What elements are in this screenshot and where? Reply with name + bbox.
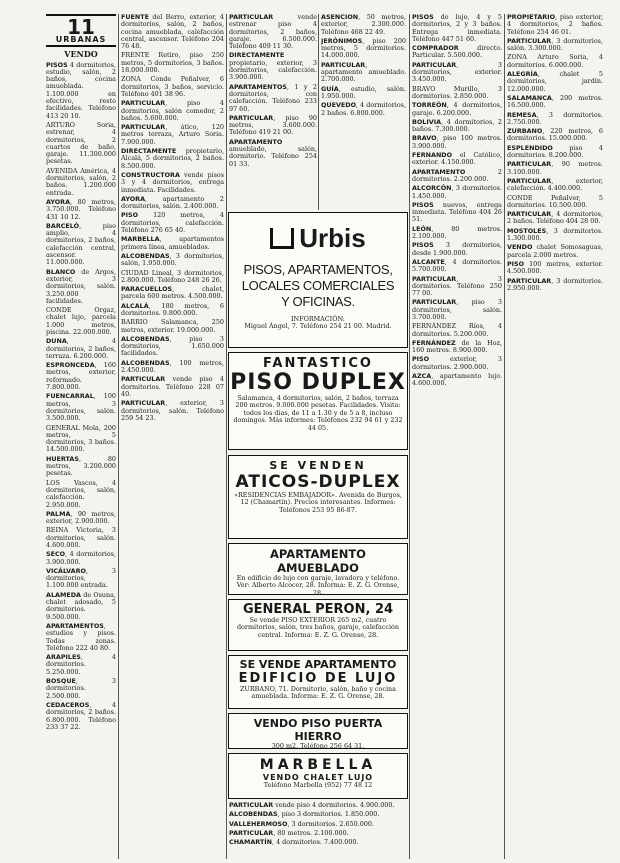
puerta-hierro-ad [228,713,408,749]
urbis-lines [229,262,407,310]
classified-ad: FERNANDO el Católico, exterior. 4.150.000. [412,151,502,167]
classified-ad: PARTICULAR, 3 dormitorios, exterior. 3.450.000. [412,60,502,84]
classified-ad: PARTICULAR, piso 4 dormitorios, salón comedor, 2 baños. 5.600.000. [121,99,224,122]
ad-lead-word: CHAMARTÍN [229,838,273,847]
urbis-info-text: Miguel Ángel, 7. Teléfono 254 21 00. Madrid. [244,322,392,331]
column-6 [507,14,603,859]
ad-lead-word: APARTAMENTO [412,167,466,176]
classified-ad: PARTICULAR, 3 dormitorios, salón. 3.300.000. [507,36,603,53]
classified-ad: ESPRONCEDA, 160 metros, exterior, reformado. 7.800.000. [46,361,116,392]
ad-lead-word: DIRECTAMENTE [229,51,285,60]
classified-ad: LOS Vascos, 4 dormitorios, salón, calefacción. 2.950.000. [46,478,116,509]
classified-ad: FERNÁNDEZ de la Hoz, 160 metros. 8.900.000. [412,338,502,355]
urbis-info-label: INFORMACIÓN: [291,315,345,323]
classified-ad: PARTICULAR, ático, 120 metros terraza, Arturo Soria. 7.900.000. [121,123,224,146]
ad-lead-word: BRAVO [412,134,437,143]
ad-lead-word: PARTICULAR [229,828,274,837]
classified-ad: APARTAMENTO amueblado, salón, dormitorio. Teléfono 254 01 33. [229,137,317,168]
classified-ad: ALCOBENDAS, 100 metros, 2.450.000. [121,358,224,375]
marbella-sub: VENDO CHALET LUJO [262,773,374,782]
ad-lead-word: TORREÓN [412,101,447,110]
ad-lead-word: ALCORCÓN [412,184,452,193]
classified-ad: PARTICULAR, exterior, calefacción. 4.400.000. [507,176,603,193]
classified-ad: BARCELÓ, piso amplio, 4 dormitorios, 2 baños, calefacción central, ascensor. 11.000.000. [46,221,116,267]
aticos-body: «RESIDENCIAS EMBAJADOR». Avenida de Burgos, 12 (Chamartín). Precios interesantes. Informes: Teléfonos 253 95 86-87. [234,491,402,514]
ad-lead-word: PARTICULAR [121,399,166,408]
classified-ad: PISOS 3 dormitorios, desde 1.900.000. [412,241,502,257]
classified-ad: VENDO chalet Somosaguas, parcela 2.000 metros. [507,243,603,259]
marbella-ad [228,753,408,799]
ad-lead-word: ALCOBENDAS [229,810,278,819]
duplex-headline: PISO DUPLEX [230,370,406,395]
classified-ad: COMPRADOR directo. Particular. 5.500.000. [412,44,502,60]
classified-ad: TORREÓN, 4 dormitorios, garaje. 6.200.000. [412,101,502,117]
ad-lead-word: FERNÁNDEZ [412,338,456,347]
classified-ad: CONSTRUCTORA vende pisos 3 y 4 dormitorios, entrega inmediata. Facilidades. [121,170,224,194]
classified-ad: SALAMANCA, 200 metros. 16.500.000. [507,93,603,110]
classified-ad: BRAVO, piso 100 metros. 3.900.000. [412,134,502,150]
ad-lead-word: PISOS [412,14,434,21]
classified-ad: PARTICULAR, piso 90 metros, 3.600.000. Teléfono 419 21 00. [229,113,317,137]
classified-ad: APARTAMENTOS, estudios y pisos. Todas zonas. Teléfono 222 40 80. [46,621,116,652]
ad-lead-word: PARTICULAR [229,113,274,122]
ad-lead-word: CONSTRUCTORA [121,170,180,179]
edificio-kicker: SE VENDE APARTAMENTO [239,658,397,671]
ad-lead-word: APARTAMENTOS [46,621,104,630]
classified-ad: ALCORCÓN, 3 dormitorios. 1.450.000. [412,184,502,200]
ad-lead-word: ALCALÁ [121,301,149,310]
ad-lead-word: LEÓN [412,224,432,233]
ad-lead-word: ESPLENDIDO [507,143,553,152]
ad-lead-word: PARTICULAR [121,123,166,132]
ad-lead-word: MARBELLA [121,235,160,244]
ad-lead-word: BOLIVIA [412,117,442,126]
urbis-logo-text: Urbis [299,223,366,253]
ad-list [46,62,116,732]
classified-ad: PISOS de lujo, 4 y 5 dormitorios, 2 y 3 baños. Entrega inmediata. Teléfono 447 51 60. [412,14,502,43]
classified-ad: AYORA, apartamento 2 dormitorios, salón. 2.400.000. [121,194,224,211]
urbis-line: LOCALES COMERCIALES [241,278,395,293]
classified-ad: DUNA, 4 dormitorios, 2 baños, terraza. 6.200.000. [46,337,116,360]
classified-ad: CHAMARTÍN, 4 dormitorios. 7.400.000. [229,838,359,847]
edificio-headline: EDIFICIO DE LUJO [238,671,398,686]
ad-lead-word: VICÁLVARO [46,566,86,575]
classified-ad: BLANCO de Argos, exterior, 3 dormitorios, salón. 3.250.000 facilidades. [46,267,116,305]
ad-lead-word: ZURBANO [507,127,543,136]
duplex-ad [228,352,408,450]
peron-ad [228,599,408,651]
classified-ad: GUÍA, estudio, salón. 1.950.000. [321,84,406,100]
classified-ad: ALCOBENDAS, piso 3 dormitorios, 1.650.000 facilidades. [121,334,224,358]
classified-ad: ASENCIÓN, 50 metros, exterior, 2.300.000. Teléfono 468 22 49. [321,14,406,36]
classified-ad: ZONA Conde Peñalver, 6 dormitorios, 3 baños, servicio. Teléfono 401 38 96. [121,75,224,98]
duplex-kicker: FANTASTICO [263,356,373,371]
ad-lead-word: PISOS [46,60,68,69]
classified-ad: PARTICULAR, 80 metros. 2.100.000. [229,828,349,837]
ad-list [507,14,603,292]
ad-lead-word: PARTICULAR [229,14,274,21]
ad-lead-word: ALAMEDA [46,590,81,599]
classified-ad: DIRECTAMENTE propietario, exterior, 3 dormitorios, calefacción. 3.900.000. [229,51,317,82]
ad-lead-word: CEDACEROS [46,700,90,709]
ad-lead-word: PARTICULAR [412,274,457,283]
classified-ad: PISO 100 metros, exterior. 4.500.000. [507,259,603,276]
aticos-headline: ATICOS-DUPLEX [235,472,401,492]
column-rule [226,14,227,859]
classified-ad: VALLEHERMOSO, 3 dormitorios. 2.650.000. [229,819,374,828]
classified-ad: PISO exterior, 3 dormitorios. 2.900.000. [412,355,502,371]
ad-lead-word: PISO [412,355,430,364]
classified-ad: PARTICULAR, piso 3 dormitorios, salón. 3.700.000. [412,298,502,321]
ad-list [412,299,502,387]
ad-lead-word: PARTICULAR [229,802,274,809]
duplex-body: Salamanca, 4 dormitorios, salón, 2 baños, terraza 200 metros. 9.000.000 pesetas. Facilidades. Visita: todos los días, de 11 a 1.30 y de 5 a 8, incluso domingos. Más informes: Teléfonos 232 94 61 y 232 44 05. [233,394,403,432]
classified-ad: ALCOBENDAS, piso 3 dormitorios. 1.850.000. [229,810,380,819]
column-rule [318,14,319,210]
ad-lead-word: BOSQUE [46,677,76,686]
classified-ad: AZCA, apartamento lujo. 4.600.000. [412,372,502,388]
ad-lead-word: PARTICULAR [121,375,166,384]
classified-ad: FUENCARRAL, 100 metros, 3 dormitorios, salón. 3.500.000. [46,392,116,423]
ad-lead-word: AYORA [46,197,71,206]
amueblado-ad [228,543,408,595]
classified-ad: PISOS 4 dormitorios, estudio, salón, 2 baños, cocina amueblada. 1.100.000 en efectivo, resto facilidades. Teléfono 413 20 10. [46,60,116,120]
puerta-hierro-body: 300 m2. Teléfono 256 64 31. [271,742,365,750]
classified-ad: ALCANTE, 4 dormitorios. 5.700.000. [412,257,502,274]
classified-ad: FERNÁNDEZ Ríos, 4 dormitorios. 5.200.000. [412,322,502,338]
ad-lead-word: JERÓNIMOS [321,36,363,45]
peron-headline: GENERAL PERON, 24 [242,602,394,617]
classified-ad: AYORA, 80 metros, 3.750.000. Teléfono 431 10 12. [46,197,116,221]
ad-lead-word: PISOS [412,241,434,250]
ad-lead-word: PISO [121,211,139,220]
classified-ad: PARTICULAR, 4 dormitorios, 2 baños. Teléfono 404 28 00. [507,210,603,226]
section-header [46,14,116,47]
urbis-line: PISOS, APARTAMENTOS, [243,262,393,277]
classified-ad: PARTICULAR vende piso 4 dormitorios. 4.900.000. [229,802,395,809]
classified-ad: HUERTAS, 80 metros, 3.200.000 pesetas. [46,454,116,478]
classified-ad: FUENTE del Berro, exterior, 4 dormitorios, salón, 2 baños, cocina amueblada, calefacción central, ascensor. Teléfono 204 76 48. [121,14,224,51]
aticos-kicker: SE VENDEN [269,459,367,472]
classified-ad: CEDACEROS, 4 dormitorios, 2 baños. 6.800.000. Teléfono 233 37 22. [46,700,116,731]
classified-ad: DIRECTAMENTE propietario, Alcalá, 5 dormitorios, 2 baños. 8.500.000. [121,147,224,170]
classified-ad: PARTICULAR vende estrenar piso 4 dormitorios, 2 baños, garaje. 6.500.000. Teléfono 409 11 30. [229,14,317,51]
classified-ad: BOLIVIA, 4 dormitorios, 2 baños. 7.300.000. [412,117,502,134]
column-rule [409,14,410,859]
ad-lead-word: DIRECTAMENTE [121,147,177,156]
classified-ad: APARTAMENTOS, 1 y 2 dormitorios, con calefacción. Teléfono 233 97 60. [229,82,317,113]
section-number: 11 [67,15,95,39]
ad-lead-word: PROPIETARIO [507,14,556,21]
column-rule [118,14,119,859]
ad-lead-word: APARTAMENTOS [229,82,287,91]
classified-ad: PARTICULAR, exterior, 3 dormitorios, salón. Teléfono 259 54 23. [121,399,224,422]
ad-lead-word: PARTICULAR [412,60,457,69]
classified-ad: PISO 120 metros, 4 dormitorios, calefacción. Teléfono 276 65 40. [121,211,224,235]
ad-list [321,14,406,117]
column-2 [121,14,224,859]
ad-lead-word: BARCELÓ [46,221,80,230]
classified-ad: ALCALÁ, 180 metros, 6 dormitorios. 9.800.000. [121,301,224,317]
ad-lead-word: ALCOBENDAS [121,358,170,367]
classified-ad: CONDE Orgaz, chalet lujo, parcela 1.000 metros, piscina. 22.000.000. [46,306,116,336]
ad-lead-word: QUEVEDO [321,101,357,110]
ad-lead-word: PARTICULAR [412,298,457,307]
classified-ad: AVENIDA América, 4 dormitorios, salón, 2 baños. 1.200.000 entrada. [46,166,116,197]
ad-lead-word: ALCOBENDAS [121,251,170,260]
ad-list [121,14,224,422]
classified-ad: SECO, 4 dormitorios, 3.900.000. [46,550,116,566]
urbis-ad [228,212,408,348]
ad-lead-word: BLANCO [46,267,76,276]
classified-ad: GENERAL Mola, 200 metros, 5 dormitorios, 3 baños. 14.500.000. [46,423,116,454]
amueblado-body: En edificio de lujo con garaje, lavadora y teléfono. Ver: Alberto Alcocer, 28. Informa: E. Z. G. Orense, 28. [236,574,400,597]
classified-ad: ARTURO Soria, estrenar, 4 dormitorios, 2 cuartos de baño, garaje. 11.300.000 pesetas. [46,120,116,166]
ad-lead-word: PARTICULAR [507,210,552,219]
ad-lead-word: PARTICULAR [507,276,552,285]
ad-lead-word: ALCOBENDAS [121,334,170,343]
ad-lead-word: HUERTAS [46,454,79,463]
ad-lead-word: GUÍA [321,84,339,93]
aticos-ad [228,455,408,539]
classified-ad: PARTICULAR, 90 metros. 3.100.000. [507,160,603,176]
classified-ad: ALEGRÍA, chalet 5 dormitorios, jardín. 12.000.000. [507,70,603,93]
classified-ad: APARTAMENTO 2 dormitorios. 2.200.000. [412,167,502,183]
marbella-body: Teléfono Marbella (952) 77 48 12 [263,781,373,789]
ad-lead-word: PISO [507,259,525,268]
peron-body: Se vende PISO EXTERIOR 265 m2, cuatro dormitorios, salón, tres baños, garaje, calefacción central. Informa: E. Z. G. Orense, 28. [236,616,400,639]
edificio-ad [228,655,408,709]
urbis-line: Y OFICINAS. [281,294,355,309]
classified-ad: BRAVO Murillo, 3 dormitorios. 2.850.000. [412,84,502,100]
ad-list [412,14,502,297]
column-4-top [321,14,406,210]
ad-lead-word: PALMA [46,509,71,518]
ad-lead-word: PARTICULAR [121,99,166,108]
ad-list [229,802,407,846]
classified-ad: VICÁLVARO, 3 dormitorios, 1.100.000 entrada. [46,566,116,590]
ad-lead-word: ALEGRÍA [507,70,538,79]
column-3-bottom [229,802,407,847]
section-name: URBANAS [55,35,107,44]
ad-lead-word: REMESA [507,110,537,119]
marbella-headline: MARBELLA [259,757,377,773]
column-rule [504,14,505,859]
ad-lead-word: FUENTE [121,14,149,21]
classified-ad: ZURBANO, 220 metros, 6 dormitorios. 15.000.000. [507,127,603,143]
classified-ad: PARTICULAR, 3 dormitorios. Teléfono 250 77 00. [412,274,502,298]
classified-ad: JERÓNIMOS, piso 200 metros, 5 dormitorios. 14.000.000. [321,36,406,60]
classified-ad: MARBELLA, apartamentos primera línea, amueblados. [121,235,224,251]
ad-lead-word: APARTAMENTO [229,137,283,146]
classified-ad: ESPLENDIDO piso 4 dormitorios. 8.200.000. [507,143,603,160]
ad-lead-word: PARTICULAR [507,176,552,185]
classified-ad: REINA Victoria, 3 dormitorios, salón. 4.600.000. [46,526,116,549]
ad-lead-word: ALCANTE [412,257,445,266]
classified-ad: ALAMEDA de Osuna, chalet adosado, 5 dormitorios. 9.500.000. [46,590,116,621]
ad-lead-word: PARTICULAR [507,36,552,45]
ad-lead-word: PARACUELLOS [121,285,173,294]
classified-ad: PROPIETARIO, piso exterior, 4 dormitorios, 2 baños. Teléfono 254 46 01. [507,14,603,36]
urbis-mark-icon [270,228,294,249]
amueblado-headline: APARTAMENTO AMUEBLADO [270,547,366,575]
classified-ad: FRENTE Retiro, piso 250 metros, 5 dormitorios, 3 baños. 18.000.000. [121,51,224,75]
ad-lead-word: PISOS [412,200,434,209]
ad-lead-word: DUNA [46,337,67,346]
urbis-logo [229,223,407,254]
ad-lead-word: SECO [46,550,66,559]
ad-lead-word: FERNANDO [412,151,453,160]
ad-lead-word: PARTICULAR [507,160,552,169]
ad-lead-word: ESPRONCEDA [46,361,95,370]
ad-lead-word: PARTICULAR [321,60,366,69]
ad-lead-word: VALLEHERMOSO [229,819,288,828]
ad-lead-word: MOSTOLES [507,226,547,235]
classified-ad: BARRIO Salamanca, 250 metros, exterior. 19.000.000. [121,318,224,334]
classified-ad: ALCOBENDAS, 3 dormitorios, salón, 1.950.000. [121,251,224,268]
classified-ad: ARAPILES, 4 dormitorios. 5.250.000. [46,653,116,676]
ad-lead-word: SALAMANCA [507,93,552,102]
puerta-hierro-headline: VENDO PISO PUERTA HIERRO [253,717,383,743]
classified-ad: CONDE Peñalver, 5 dormitorios. 10.500.000. [507,193,603,209]
section-subhead: VENDO [64,49,98,60]
classified-ad: MOSTOLES, 3 dormitorios. 1.300.000. [507,226,603,243]
classified-ad: PALMA, 90 metros, exterior, 2.900.000. [46,509,116,526]
classified-ad: REMESA, 3 dormitorios. 2.750.000. [507,110,603,126]
classified-ad: LEÓN, 80 metros. 2.100.000. [412,224,502,241]
classified-ad: PARTICULAR, 3 dormitorios. 2.950.000. [507,276,603,292]
column-1 [46,14,116,859]
column-5 [412,14,502,859]
ad-lead-word: FUENCARRAL [46,392,94,401]
classified-ad: QUEVEDO, 4 dormitorios, 2 baños. 6.800.000. [321,101,406,117]
classified-ad: PARTICULAR, apartamento amueblado. 2.700.000. [321,60,406,84]
classified-ad: PARTICULAR vende piso 4 dormitorios. Teléfono 228 07 40. [121,375,224,398]
classified-ad: ZONA Arturo Soria, 4 dormitorios. 6.000.000. [507,53,603,69]
classified-ad: PARACUELLOS, chalet, parcela 600 metros. 4.500.000. [121,285,224,301]
ad-lead-word: AZCA [412,372,432,381]
classified-ad: PISOS nuevos, entrega inmediata. Teléfono 404 26 51. [412,200,502,224]
ad-lead-word: ARAPILES [46,653,81,662]
classified-ad: CIUDAD Lineal, 3 dormitorios, 2.800.000. Teléfono 248 26 26. [121,268,224,284]
ad-lead-word: AYORA [121,194,146,203]
edificio-body: ZURBANO, 71. Dormitorio, salón, baño y cocina amueblada. Informa: E. Z. G. Orense, 28. [240,685,396,701]
classified-ad: BOSQUE, 3 dormitorios. 2.500.000. [46,677,116,700]
ad-list [229,14,317,168]
ad-lead-word: VENDO [507,243,533,252]
ad-lead-word: COMPRADOR [412,44,459,53]
ad-lead-word: ASENCIÓN [321,14,359,21]
column-3-top [229,14,317,210]
